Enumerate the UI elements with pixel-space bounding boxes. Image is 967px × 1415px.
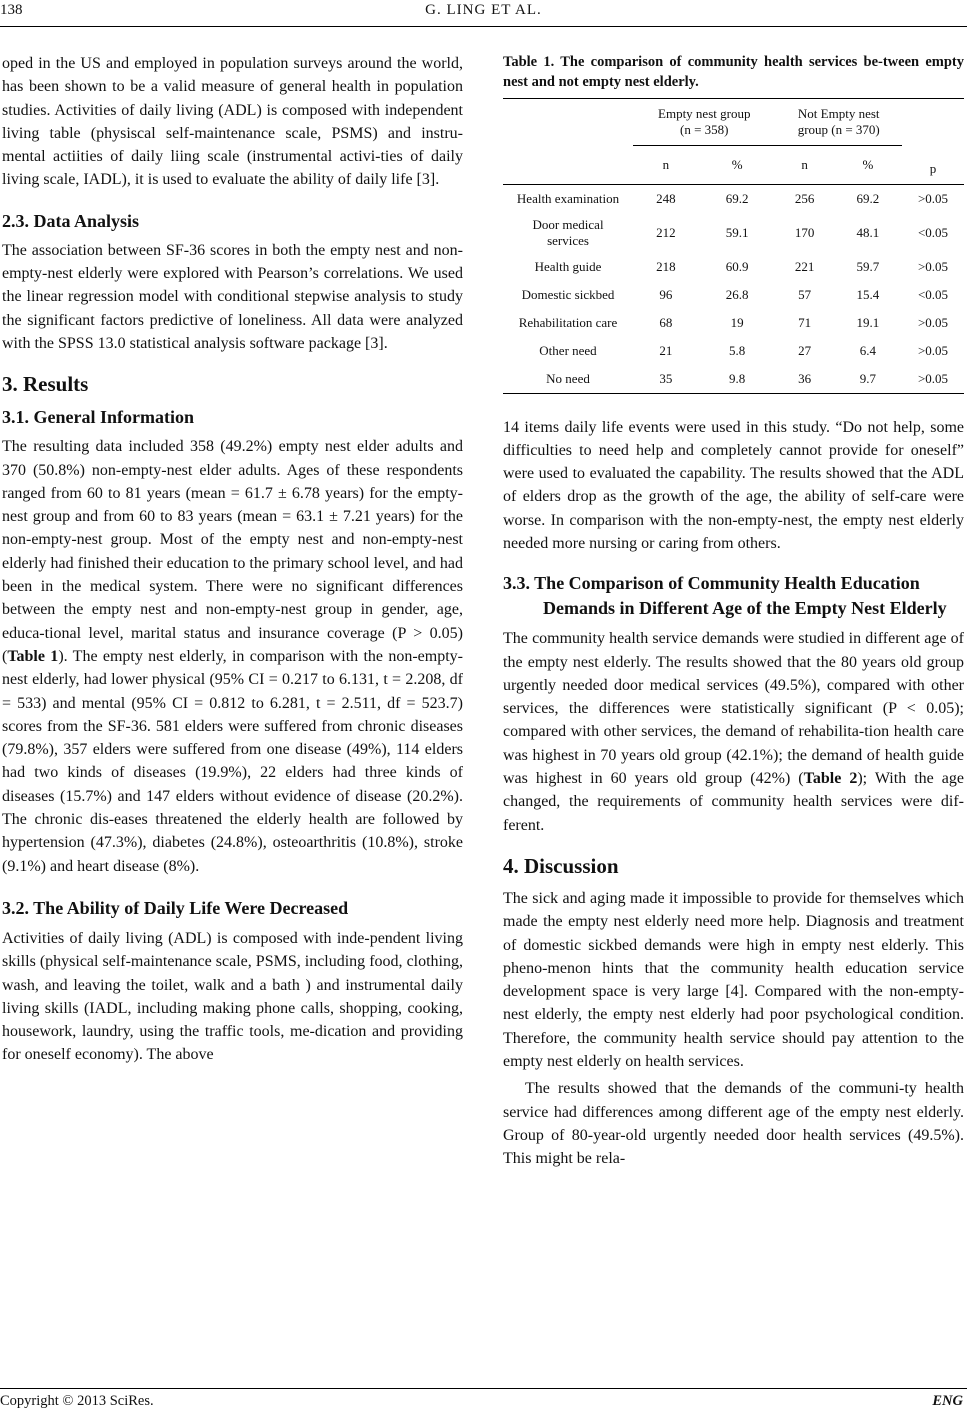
table-row: Health examination 248 69.2 256 69.2 >0.05 — [516, 190, 949, 206]
journal-abbrev: ENG — [932, 1393, 963, 1409]
table1 — [503, 98, 964, 394]
heading-general-information: 3.1. General Information — [2, 407, 194, 428]
paragraph-daily-life-events: 14 items daily life events were used in this study. “Do not help, some difficulties to need help and completely cannot provide for oneself” were used to evaluated the capability. The results showed that the ADL of elders drop as the growth of the age, the ability of self-care were worse. In comparison with the non-empty-nest, the empty nest elderly needed more nursing or caring from others. — [503, 418, 964, 552]
col-n-2: n — [801, 156, 808, 172]
running-title: G. LING ET AL. — [425, 2, 542, 18]
table1-caption: Table 1. The comparison of community health services be-tween empty nest and not empty nest elderly. — [503, 54, 964, 90]
page-number: 138 — [0, 2, 23, 18]
paragraph-discussion-2: The results showed that the demands of the communi-ty health service had differences among different age of the empty nest elderly. Group of 80-year-old urgently needed door health services (49.5%). This might be rela- — [503, 1080, 964, 1168]
col-pct-1: % — [731, 156, 743, 172]
copyright-text: Copyright © 2013 SciRes. — [0, 1393, 154, 1409]
page-footer — [0, 1388, 967, 1415]
paragraph-general-information: The resulting data included 358 (49.2%) empty nest elder adults and 370 (50.8%) non-empty-nest elder adults. Ages of these respondents ranged from 60 to 81 years (mean = 61.7 ± 6.78 years) for the empty-nest group and from 60 to 83 years (mean = 63.1 ± 7.21 years) for the non-empty-nest group. Most of the empty nest and non-empty-nest elderly had finished their education to the primary school level, and had been in the medical system. There were no significant differences between the empty nest and non-empty-nest group in gender, age, educa-tional level, marital status and insurance coverage (P > 0.05) (Table 1). The empty nest elderly, in comparison with the non-empty-nest elderly, had lower physical (95% CI = 0.217 to 6.131, t = 2.208, df = 533) and mental (95% CI = 0.812 to 6.281, t = 2.511, df = 523.7) scores from the SF-36. 581 elders were suffered from chronic diseases (79.8%), 357 elders were suffered from one disease (49%), 114 elders had two kinds of diseases (19.9%), 22 elders had three kinds of diseases (15.7%) and 147 elders without evidence of disease (20.2%). The chronic dis-eases threatened the elderly health are followed by hypertension (47.3%), diabetes (24.8%), osteoarthritis (10.8%), stroke (9.1%) and heart disease (8%). — [2, 438, 464, 875]
table-group2-header: Not Empty nest group (n = 370) — [775, 99, 902, 146]
col-p: p — [929, 160, 937, 176]
page-header — [0, 0, 967, 30]
heading-data-analysis: 2.3. Data Analysis — [2, 210, 140, 231]
paragraph-data-analysis: The association between SF-36 scores in both the empty nest and non-empty-nest elderly were explored with Pearson’s correlations. We used the linear regression model with conditional stepwise analysis to study the significant factors predictive of loneliness. All data were analyzed with the SPSS 13.0 statistical analysis software package [3]. — [2, 241, 463, 352]
table-row: Other need 21 5.8 27 6.4 >0.05 — [539, 342, 949, 358]
right-column — [503, 52, 964, 1171]
table-empty-cell — [503, 99, 633, 146]
table-row: No need 35 9.8 36 9.7 >0.05 — [503, 365, 964, 394]
table-group1-header: Empty nest group (n = 358) — [633, 99, 775, 146]
heading-discussion: 4. Discussion — [503, 853, 619, 878]
paragraph-comparison-demands: The community health service demands were studied in different age of the empty nest elderly. The results showed that the 80 years old group urgently needed door medical services (49.5%), compared with other services, the differences were statistically significant (P < 0.05); compared with other services, the demand of rehabilita-tion health care was highest in 70 years old group (42.1%); the demand of health guide was highest in 60 years old group (42%) (Table 2); With the age changed, the requirements of community health services were dif-ferent. — [503, 630, 965, 834]
heading-results: 3. Results — [2, 372, 89, 397]
col-n-1: n — [662, 156, 670, 172]
table1-reference: Table 1 — [7, 647, 59, 665]
header-rule — [0, 26, 967, 27]
table-row: Health guide 218 60.9 221 59.7 >0.05 — [534, 258, 949, 274]
paragraph-ability-daily-life: Activities of daily living (ADL) is composed with inde-pendent living skills (physical self-maintenance scale, PSMS, including food, clothing, wash, and leaving the toilet, walk and a bath ) and instrumental daily living skills (IADL, including making phone calls, shopping, cooking, housework, laundry, using the traffic tools, me-dication and providing for oneself economy). The above — [2, 929, 463, 1064]
left-column — [2, 52, 463, 1067]
table-row: Door medical services 212 59.1 170 48.1 <0.05 — [532, 216, 949, 248]
table-row: Domestic sickbed 96 26.8 57 15.4 <0.05 — [521, 286, 949, 302]
heading-ability-daily-life: 3.2. The Ability of Daily Life Were Decreased — [2, 897, 349, 918]
paragraph-discussion-1: The sick and aging made it impossible to provide for themselves which made the empty nest elderly need more help. Diagnosis and treatment of domestic sickbed demands were high in empty nest elderly. This pheno-menon hints that the community health education service development space is very large [4]. Compared with the non-empty-nest elderly, the empty nest elderly had poor psychological condition. Therefore, the community health service should pay attention to the empty nest elderly on health services. — [503, 889, 964, 1071]
heading-comparison-demands: 3.3. The Comparison of Community Health Education Demands in Different Age of the Empty Nest Elderly — [503, 573, 947, 619]
table-row: Rehabilitation care 68 19 71 19.1 >0.05 — [518, 314, 949, 330]
paragraph-intro: oped in the US and employed in population surveys around the world, has been shown to be a valid measure of general health in population studies. Activities of daily living (ADL) is composed with independent living table (physiscal self-maintenance scale, PSMS) and instru-mental actiities of daily liing scale (instrumental activi-ties of daily living scale, IADL), it is used to evaluate the ability of daily life [3]. — [2, 55, 463, 189]
col-pct-2: % — [862, 156, 874, 172]
table2-reference: Table 2 — [803, 770, 858, 788]
